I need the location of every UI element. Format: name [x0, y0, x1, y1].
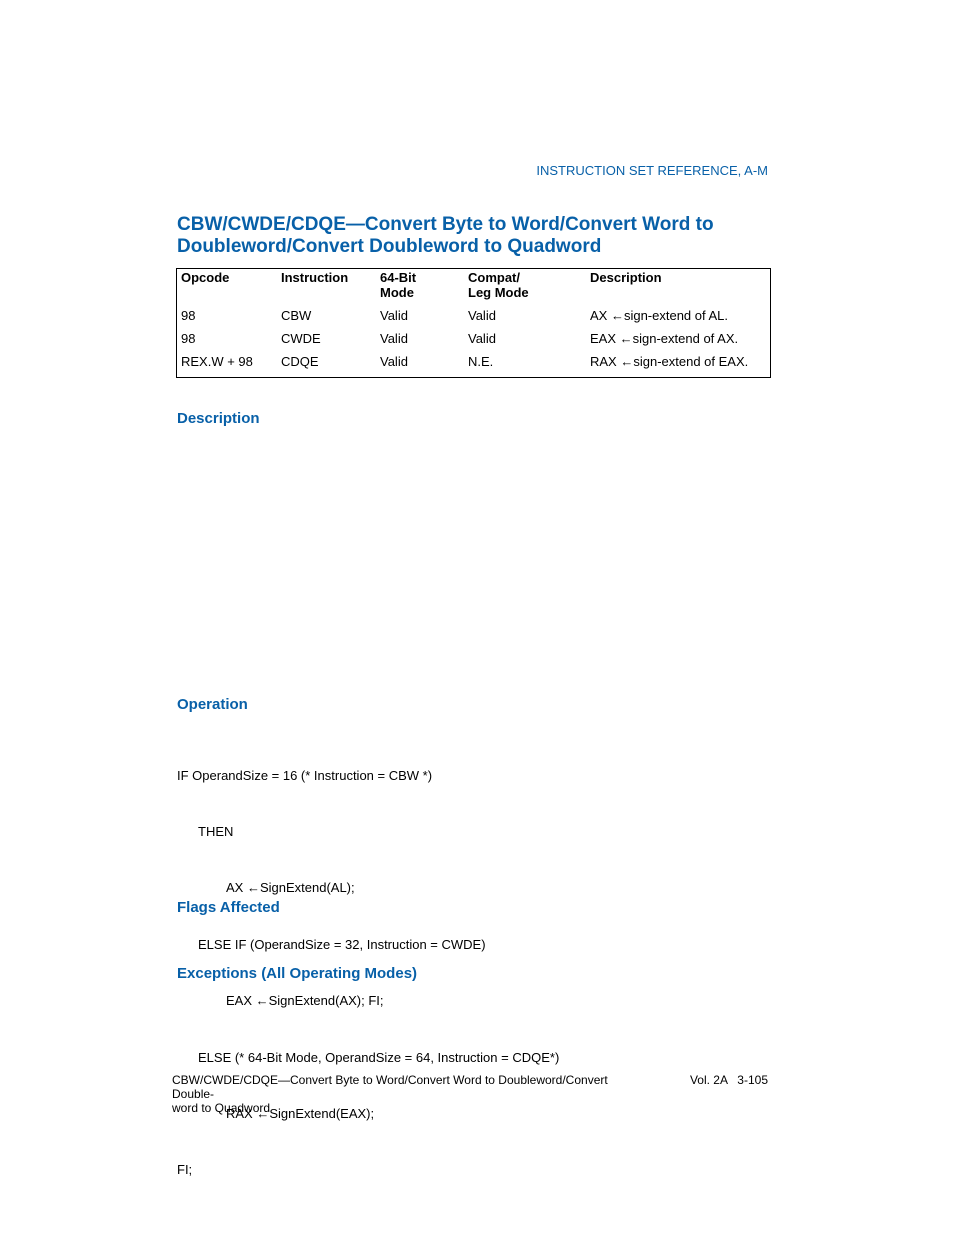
operation-code-block	[177, 729, 559, 1199]
table-row	[177, 308, 771, 331]
cell-opcode: 98	[181, 331, 196, 346]
cell-64bit-mode: Valid	[380, 354, 408, 369]
table-row	[177, 354, 771, 378]
cell-opcode: 98	[181, 308, 196, 323]
footer-title-line: CBW/CWDE/CDQE—Convert Byte to Word/Convert Word to Doubleword/Convert Double-	[172, 1073, 608, 1101]
page-title: CBW/CWDE/CDQE—Convert Byte to Word/Convert Word to Doubleword/Convert Doubleword to Quadword	[177, 214, 714, 257]
section-heading-exceptions: Exceptions (All Operating Modes)	[177, 965, 418, 982]
cell-compat-mode: N.E.	[468, 354, 494, 369]
footer-title	[172, 1073, 642, 1115]
code-line: FI;	[177, 1162, 193, 1178]
footer-title-line: word to Quadword	[172, 1101, 271, 1115]
code-line: ELSE IF (OperandSize = 32, Instruction = CWDE)	[198, 936, 486, 952]
header-opcode: Opcode	[181, 270, 230, 285]
header-64bit-mode: 64-Bit Mode	[380, 270, 417, 300]
section-heading-flags-affected: Flags Affected	[177, 899, 280, 916]
cell-description: AX ←sign-extend of AL.	[590, 308, 729, 323]
code-line: ELSE (* 64-Bit Mode, OperandSize = 64, Instruction = CDQE*)	[198, 1049, 560, 1065]
code-line: AX ←SignExtend(AL);	[226, 880, 355, 896]
cell-instruction: CBW	[281, 308, 312, 323]
header-instruction: Instruction	[281, 270, 349, 285]
cell-64bit-mode: Valid	[380, 308, 408, 323]
table-row	[177, 331, 771, 354]
footer-page-number: Vol. 2A 3-105	[689, 1073, 768, 1087]
cell-opcode: REX.W + 98	[181, 354, 253, 369]
opcode-table	[176, 268, 771, 378]
cell-compat-mode: Valid	[468, 331, 496, 346]
header-description: Description	[590, 270, 662, 285]
cell-instruction: CDQE	[281, 354, 319, 369]
cell-description: RAX ←sign-extend of EAX.	[590, 354, 749, 369]
code-line: RAX ←SignExtend(EAX);	[226, 1105, 375, 1121]
cell-description: EAX ←sign-extend of AX.	[590, 331, 739, 346]
section-heading-description: Description	[177, 410, 260, 427]
running-header: INSTRUCTION SET REFERENCE, A-M	[536, 163, 768, 178]
cell-compat-mode: Valid	[468, 308, 496, 323]
cell-64bit-mode: Valid	[380, 331, 408, 346]
code-line: THEN	[198, 823, 234, 839]
cell-instruction: CWDE	[281, 331, 321, 346]
code-line: EAX ←SignExtend(AX); FI;	[226, 993, 384, 1009]
code-line: IF OperandSize = 16 (* Instruction = CBW *)	[177, 767, 433, 783]
table-header-row	[177, 269, 771, 309]
header-compat-mode: Compat/ Leg Mode	[468, 270, 529, 300]
section-heading-operation: Operation	[177, 696, 248, 713]
